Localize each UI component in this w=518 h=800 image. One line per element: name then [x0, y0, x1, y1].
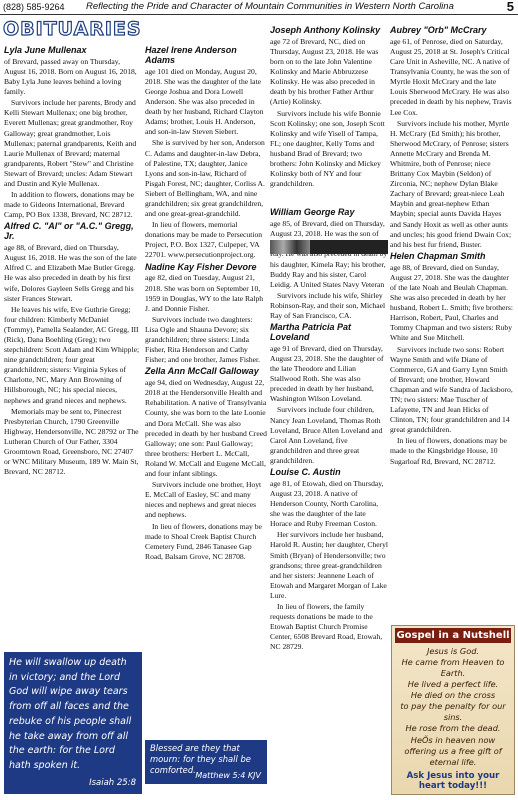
obit-text: Survivors include her parents, Brody and Kelli Stewart Mullenax; one big brother, Everett Mullenax; great grandmother, Roy Galloway; great grandmother, Lois Mullenax; paternal grandparents, Keith and Laurie Mullenax of Brevard; maternal grandparents, Robert "Stew" and Christine Stewart of Brevard; uncles: Adam Stewart and Dustin and Kyle Mullenax. [4, 98, 137, 189]
gospel-line: to pay the penalty for our sins. [400, 701, 506, 723]
obit-text: age 88, of Brevard, died on Thursday, August 16, 2018. He was the son of the late Alfred C. and Elizabeth Mae Butler Gregg. He was also preceded in death by his first wife, Dolores Gayleen Sells Gregg and his sister Frances Stewart. [4, 243, 137, 303]
column-4 [390, 24, 514, 468]
obit-text: age 94, died on Wednesday, August 22, 2018 at the Hendersonville Health and Rehabilitation. A native of Transylvania County, she was born to the late Loonie and Dora McCall. She was also preceded in death by her husband Creed Galloway; one son: Paul Galloway; three brothers: Herbert L. McCall, Roland W. McCall and Eugene McCall, and four infant siblings. [145, 378, 267, 479]
obit-text: In lieu of flowers, the family requests donations be made to the Etowah Baptist Church Promise Center, 6508 Brevard Road, Etowah, NC 28729. [270, 602, 383, 652]
obit-name: Louise C. Austin [270, 467, 341, 478]
obit-text: Survivors include his wife Bonnie Scott Kolinsky; one son, Joseph Scott Kolinsky and wife Yisell of Tampa, FL; one daughter, Kelly Toms and husband Brad of Brevard; two brothers: John Kolinsky and Mickey Kolinsky both of NY and four grandchildren. [270, 108, 385, 189]
obit-text: Memorials may be sent to, Pinecrest Presbyterian Church, 1790 Greenville Highway, Hendersonville, NC 28792 or The Lutheran Church of Our Father, 3304 Groomtown Road, Greensboro, NC 27407 or WNC Military Museum, 189 W. Main St, Brevard, NC 28712. [4, 406, 139, 477]
verse-text: Blessed are they that mourn: for they shall be comforted. [150, 743, 251, 775]
obit-text: age 91 of Brevard, died on Thursday, August 23, 2018. She the daughter of the late Theodore and Lilian Stallwood Roth. She was also preceded in death by her husband, Washington Wilson Loveland. [270, 343, 384, 404]
obit-text: age 72 of Brevard, NC, died on Thursday, August 23, 2018. He was born on to the late John Valentine Kolinsky and Marie Abbruzzese Kolinsky. He was also preceded in death by his brother Father Arthur (Artie) Kolinsky. [270, 36, 379, 107]
obit-text: In lieu of flowers, donations may be made to Shoal Creek Baptist Church Cemetery Fund, 2846 Tanasee Gap Road, Balsam Grove, NC 28708. [145, 521, 262, 561]
obit-text: Her survivors include her husband, Harold R. Austin; her daughter, Cheryl Smith (Bryan) of Hendersonville; two grandsons; three great-grandchildren and her sisters: Jeannene Leach of Etowah and Margaret Morgan of Lake Lure. [270, 530, 389, 600]
obit-text: In addition to flowers, donations may be made to Gideons International, Brevard Camp, PO Box 1338, Brevard, NC 28712. [4, 190, 134, 220]
gospel-line: He rose from the dead. [405, 723, 501, 734]
page-header [0, 0, 518, 15]
header-tagline: Reflecting the Pride and Character of Mountain Communities in Western North Carolina [86, 1, 454, 12]
obit-name: Aubrey "Orb" McCrary [390, 25, 487, 35]
obit-text: Survivors include two sons: Robert Wayne Smith and wife Diane of Commerce, GA and Garry Lynn Smith of Brevard; one brother, Howard Chapman and wife Sandra of Jacksboro, TN; two sisters: Mae Tuscher of Lafayette, TN and Jean Hicks of Clinton, TN; four grandchildren and 14 great grandchildren. [390, 344, 513, 435]
gospel-line: He lived a perfect life. [407, 679, 499, 690]
obit-name: Zella Ann McCall Galloway [145, 366, 259, 377]
verse-reference: Matthew 5:4 KJV [195, 770, 261, 780]
gospel-nutshell-box [391, 625, 515, 795]
obit-text: Survivors include his wife, Shirley Robinson-Ray, and their son, Michael Ray of San Francisco, CA. [270, 290, 386, 321]
obit-name: Nadine Kay Fisher Devore [145, 261, 257, 272]
obit-text: of Brevard, passed away on Thursday, August 16, 2018. Born on August 16, 2018, Baby Lyla June leaves behind a loving family. [4, 56, 137, 97]
gospel-line: Jesus is God. [426, 646, 480, 656]
column-2 [145, 44, 267, 563]
gospel-line: HeÕs in heaven now [410, 734, 496, 745]
gospel-ask: Ask Jesus into your heart today!!! [406, 770, 500, 792]
header-phone: (828) 585-9264 [3, 2, 65, 12]
obit-text: She is survived by her son, Anderson C. Adams and daughter-in-law Debra, of Palestine, TX; daughter, Janice Lyons and son-in-law, Richard of Pisgah Forest, NC; daughter, Corliss A. Siebert of Bellingham, WA, and nine grandchildren; six great grandchildren, and one great-great-grandchild. [145, 138, 265, 219]
isaiah-verse-box [4, 652, 142, 794]
obit-text: He leaves his wife, Eve Guthrie Gregg; four children: Kimberly McDaniel (Tommy), Pamella Sealander, AC Gregg, III (Rick), Dana Boehling (Greg); two stepchildren: Scott Adam and Kim Whipple; nine grandchildren; four great grandchildren; sisters: Virginia Sykes of Charlotte, NC, Mary Ann Browning of Hillsborough, NC; his special nieces, nephews and grand nieces and nephews. [4, 304, 140, 405]
obit-text: age 85, of Brevard, died on Thursday, August 23, 2018. He was the son of his daughter, Kimela Ray; his brother, Buddy Ray and his sister, Carol Leidig. A United States Navy Veteran [270, 219, 386, 289]
column-3 [270, 24, 388, 654]
obit-name: Hazel Irene Anderson Adams [145, 45, 237, 65]
page-number: 5 [506, 0, 514, 14]
obituaries-masthead: OBITUARIES [3, 18, 142, 40]
gospel-line: He came from Heaven to Earth. [401, 657, 505, 679]
obit-text: Survivors include two daughters: Lisa Ogle and Shauna Devore; six grandchildren; three sisters: Linda Fisher, Rita Henderson and Cathy Fisher; and one brother, James Fisher. [145, 314, 261, 365]
verse-reference: Isaiah 25:8 [89, 777, 136, 788]
obit-name: Helen Chapman Smith [390, 250, 486, 261]
column-1 [4, 44, 140, 478]
obit-name: Alfred C. "Al" or "A.C." Gregg, Jr. [4, 221, 134, 242]
obit-text: Survivors include his mother, Myrtle H. McCrary (Ed Smith); his brother, Sherwood McCrary, of Penrose; sisters Annette McCrary and Brenda M. Whitmire, both of Penrose; niece Brittany Cox Maybin (Seldon) of Zirconia, NC; nephew Dylan Blake Zachary of Brevard; great-niece Leah Maybin and great-nephew Ethan Maybin; special aunts Davida Hayes and Sandy Hoxit as well as other aunts and uncles; his good friend Dwain Cox; and his best fur friend, Buster. [390, 118, 512, 249]
obit-text: Survivors include one brother, Hoyt E. McCall of Easley, SC and many nieces and nephews and great nieces and nephews. [145, 480, 262, 520]
obit-text: age 101 died on Monday, August 20, 2018. She was the daughter of the late George Joshua and Dora Lowell Anderson. She was also preceded in death by her husband, Richard Clayton Adams; brother, Louis H. Anderson, and son-in-law Steven Siebert. [145, 66, 264, 137]
obit-name: Joseph Anthony Kolinsky [270, 25, 381, 35]
gospel-title: Gospel in a Nutshell [396, 630, 510, 641]
gospel-line: He died on the cross [410, 690, 496, 701]
obit-text: age 81, of Etowah, died on Thursday, August 23, 2018. A native of Henderson County, North Carolina, she was the daughter of the late Horace and Ruby Freeman Coston. [270, 478, 384, 529]
matthew-verse-box [145, 740, 267, 784]
obit-text: age 82, died on Tuesday, August 21, 2018. She was born on September 10, 1959 in Douglas, WY to the late Ralph J. and Donnie Fisher. [145, 273, 264, 313]
decorative-banner [270, 240, 388, 254]
obit-text: In lieu of flowers, donations may be made to the Kingsbridge House, 10 Sugarloaf Rd, Brevard, NC 28712. [390, 436, 507, 466]
obit-text: Survivors include four children, Nancy Jean Loveland, Thomas Roth Loveland, Bruce Allen Loveland and Carol Ann Loveland, five grandchildren and three great grandchildren. [270, 405, 383, 465]
gospel-line: offering us a free gift of eternal life. [404, 745, 502, 767]
verse-text: He will swallow up death in victory; and the Lord God will wipe away tears from off all faces and the rebuke of his people shall he take away from off all the earth: for the Lord hath spoken it. [9, 657, 132, 772]
obit-text: In lieu of flowers, memorial donations may be made to Persecution Project, P.O. Box 1327, Culpeper, VA 22701. www.persecutionproject.org. [145, 220, 263, 260]
obit-name: William George Ray [270, 207, 355, 218]
obit-name: Martha Patricia Pat Loveland [270, 322, 352, 343]
obit-text: age 88, of Brevard, died on Sunday, August 27, 2018. She was the daughter of the late Noah and Beulah Chapman. She was also preceded in death by her husband, Robert L. Smith; five brothers: Harrison, Robert, Paul, Charles and Tommy Chapman and two sisters: Ruby White and Sue Mitchell. [390, 262, 513, 343]
obit-name: Lyla June Mullenax [4, 45, 87, 55]
obit-text: age 61, of Penrose, died on Saturday, August 25, 2018 at St. Joseph's Critical Care Unit in Asheville, NC. A native of Transylvania County, he was the son of Myrtle Hoxit McCrary and the late Louis Sherwood McCrary. He was also preceded in death by his nephew, Travis Lee Cox. [390, 36, 512, 117]
